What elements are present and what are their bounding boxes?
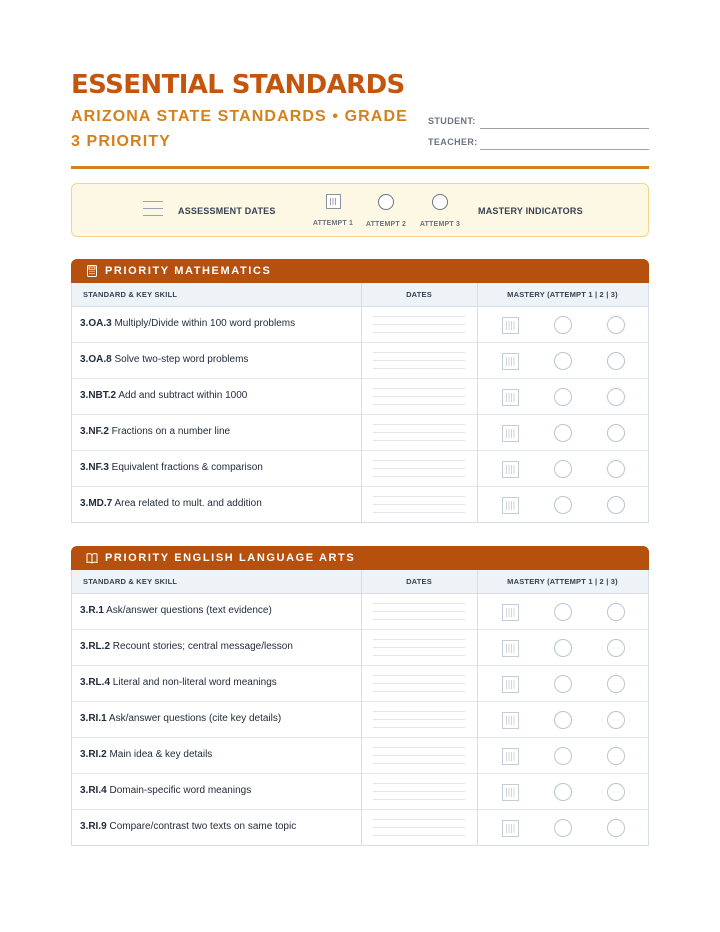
column-divider bbox=[477, 283, 478, 522]
skill-description: Main idea & key details bbox=[106, 749, 213, 760]
attempt-3-circle[interactable] bbox=[607, 352, 625, 375]
skill-text bbox=[80, 713, 281, 724]
student-line[interactable] bbox=[480, 128, 649, 129]
date-line[interactable] bbox=[373, 691, 465, 692]
col-dates: DATES bbox=[406, 290, 432, 299]
attempt-1-checkbox[interactable] bbox=[502, 676, 519, 698]
legend-attempt-2-label: ATTEMPT 2 bbox=[365, 221, 407, 228]
attempt-3-circle[interactable] bbox=[607, 603, 625, 626]
attempt-3-circle[interactable] bbox=[607, 747, 625, 770]
date-line[interactable] bbox=[373, 675, 465, 676]
column-divider bbox=[477, 570, 478, 845]
circle-icon bbox=[554, 316, 572, 334]
attempt-1-checkbox[interactable] bbox=[502, 604, 519, 626]
circle-icon bbox=[378, 194, 394, 210]
date-line[interactable] bbox=[373, 424, 465, 425]
date-line[interactable] bbox=[373, 360, 465, 361]
skill-description: Compare/contrast two texts on same topic bbox=[106, 821, 297, 832]
table-header bbox=[72, 283, 648, 307]
circle-icon bbox=[554, 639, 572, 657]
skill-description: Equivalent fractions & comparison bbox=[108, 462, 263, 473]
attempt-3-circle[interactable] bbox=[607, 460, 625, 483]
attempt-1-checkbox[interactable] bbox=[502, 425, 519, 447]
date-line[interactable] bbox=[373, 468, 465, 469]
attempt-1-checkbox[interactable] bbox=[502, 712, 519, 734]
circle-icon bbox=[607, 316, 625, 334]
circle-icon bbox=[554, 675, 572, 693]
circle-icon bbox=[432, 194, 448, 210]
circle-icon bbox=[607, 603, 625, 621]
attempt-2-circle[interactable] bbox=[554, 352, 572, 375]
table-row bbox=[72, 307, 648, 343]
date-line[interactable] bbox=[373, 332, 465, 333]
barcode-box-icon bbox=[502, 604, 519, 621]
legend-attempt-3 bbox=[410, 194, 470, 228]
legend-attempt-1-label: ATTEMPT 1 bbox=[312, 220, 354, 227]
legend-box bbox=[71, 183, 649, 237]
table-row bbox=[72, 594, 648, 630]
circle-icon bbox=[607, 460, 625, 478]
table-header bbox=[72, 570, 648, 594]
date-line[interactable] bbox=[373, 791, 465, 792]
table-row bbox=[72, 630, 648, 666]
standard-code: 3.RI.2 bbox=[80, 749, 107, 760]
section-header bbox=[71, 546, 649, 570]
barcode-box-icon bbox=[502, 353, 519, 370]
date-line[interactable] bbox=[373, 512, 465, 513]
col-mastery: MASTERY (ATTEMPT 1 | 2 | 3) bbox=[507, 577, 618, 586]
attempt-1-checkbox[interactable] bbox=[502, 640, 519, 662]
barcode-box-icon bbox=[502, 317, 519, 334]
attempt-1-checkbox[interactable] bbox=[502, 353, 519, 375]
standard-code: 3.NF.3 bbox=[80, 462, 109, 473]
date-line[interactable] bbox=[373, 711, 465, 712]
section-title: PRIORITY ENGLISH LANGUAGE ARTS bbox=[105, 552, 356, 564]
date-line[interactable] bbox=[373, 755, 465, 756]
teacher-label: TEACHER: bbox=[428, 137, 478, 147]
attempt-1-checkbox[interactable] bbox=[502, 461, 519, 483]
col-standard: STANDARD & KEY SKILL bbox=[83, 577, 178, 586]
standard-code: 3.RI.4 bbox=[80, 785, 107, 796]
attempt-3-circle[interactable] bbox=[607, 783, 625, 806]
attempt-2-circle[interactable] bbox=[554, 711, 572, 734]
date-line[interactable] bbox=[373, 719, 465, 720]
standard-code: 3.RL.2 bbox=[80, 641, 111, 652]
skill-description: Ask/answer questions (cite key details) bbox=[106, 713, 282, 724]
skill-description: Ask/answer questions (text evidence) bbox=[103, 605, 272, 616]
date-line[interactable] bbox=[373, 819, 465, 820]
date-line[interactable] bbox=[373, 368, 465, 369]
legend-attempt-1 bbox=[303, 194, 363, 227]
standard-code: 3.MD.7 bbox=[80, 498, 113, 509]
student-label: STUDENT: bbox=[428, 116, 476, 126]
barcode-box-icon bbox=[502, 389, 519, 406]
standard-code: 3.RL.4 bbox=[80, 677, 111, 688]
attempt-2-circle[interactable] bbox=[554, 747, 572, 770]
barcode-box-icon bbox=[326, 194, 341, 209]
circle-icon bbox=[607, 819, 625, 837]
table-row bbox=[72, 702, 648, 738]
circle-icon bbox=[554, 352, 572, 370]
skill-description: Literal and non-literal word meanings bbox=[110, 677, 277, 688]
legend-mastery-label: MASTERY INDICATORS bbox=[478, 206, 583, 216]
skill-text bbox=[80, 605, 272, 616]
circle-icon bbox=[607, 711, 625, 729]
date-line[interactable] bbox=[373, 799, 465, 800]
circle-icon bbox=[554, 460, 572, 478]
circle-icon bbox=[607, 675, 625, 693]
circle-icon bbox=[554, 496, 572, 514]
date-line[interactable] bbox=[373, 476, 465, 477]
header-divider bbox=[71, 166, 649, 169]
standards-table bbox=[71, 570, 649, 846]
skill-text bbox=[80, 641, 293, 652]
section-mathematics bbox=[71, 259, 649, 523]
date-line[interactable] bbox=[373, 783, 465, 784]
attempt-2-circle[interactable] bbox=[554, 496, 572, 519]
date-line[interactable] bbox=[373, 747, 465, 748]
attempt-1-checkbox[interactable] bbox=[502, 317, 519, 339]
circle-icon bbox=[554, 819, 572, 837]
attempt-3-circle[interactable] bbox=[607, 316, 625, 339]
date-line[interactable] bbox=[373, 316, 465, 317]
circle-icon bbox=[554, 424, 572, 442]
circle-icon bbox=[554, 783, 572, 801]
barcode-box-icon bbox=[502, 712, 519, 729]
barcode-box-icon bbox=[502, 497, 519, 514]
skill-text bbox=[80, 821, 296, 832]
table-row bbox=[72, 810, 648, 845]
skill-description: Recount stories; central message/lesson bbox=[110, 641, 293, 652]
barcode-box-icon bbox=[502, 784, 519, 801]
date-line[interactable] bbox=[373, 324, 465, 325]
attempt-1-checkbox[interactable] bbox=[502, 497, 519, 519]
skill-text bbox=[80, 354, 248, 365]
barcode-box-icon bbox=[502, 748, 519, 765]
barcode-box-icon bbox=[502, 461, 519, 478]
barcode-box-icon bbox=[502, 640, 519, 657]
skill-description: Fractions on a number line bbox=[108, 426, 231, 437]
attempt-3-circle[interactable] bbox=[607, 388, 625, 411]
date-line[interactable] bbox=[373, 835, 465, 836]
date-line[interactable] bbox=[373, 440, 465, 441]
skill-description: Domain-specific word meanings bbox=[106, 785, 252, 796]
standard-code: 3.OA.3 bbox=[80, 318, 112, 329]
circle-icon bbox=[607, 388, 625, 406]
skill-text bbox=[80, 390, 247, 401]
barcode-box-icon bbox=[502, 820, 519, 837]
attempt-2-circle[interactable] bbox=[554, 424, 572, 447]
attempt-2-circle[interactable] bbox=[554, 819, 572, 842]
date-line[interactable] bbox=[373, 496, 465, 497]
legend-dates-label: ASSESSMENT DATES bbox=[178, 206, 276, 216]
section-ela bbox=[71, 546, 649, 846]
attempt-2-circle[interactable] bbox=[554, 639, 572, 662]
book-icon bbox=[86, 552, 98, 564]
circle-icon bbox=[607, 639, 625, 657]
student-field[interactable] bbox=[428, 116, 649, 130]
standard-code: 3.OA.8 bbox=[80, 354, 112, 365]
page-title: ESSENTIAL STANDARDS bbox=[71, 70, 405, 100]
table-row bbox=[72, 343, 648, 379]
skill-text bbox=[80, 785, 251, 796]
date-line[interactable] bbox=[373, 432, 465, 433]
skill-description: Solve two-step word problems bbox=[111, 354, 249, 365]
col-dates: DATES bbox=[406, 577, 432, 586]
date-line[interactable] bbox=[373, 611, 465, 612]
circle-icon bbox=[607, 352, 625, 370]
date-line[interactable] bbox=[373, 396, 465, 397]
circle-icon bbox=[607, 496, 625, 514]
attempt-2-circle[interactable] bbox=[554, 388, 572, 411]
date-line[interactable] bbox=[373, 655, 465, 656]
date-line[interactable] bbox=[373, 727, 465, 728]
date-line[interactable] bbox=[373, 763, 465, 764]
attempt-3-circle[interactable] bbox=[607, 711, 625, 734]
attempt-3-circle[interactable] bbox=[607, 819, 625, 842]
date-line[interactable] bbox=[373, 647, 465, 648]
circle-icon bbox=[607, 424, 625, 442]
page-subtitle: ARIZONA STATE STANDARDS • GRADE 3 PRIORITY bbox=[71, 108, 408, 150]
attempt-1-checkbox[interactable] bbox=[502, 784, 519, 806]
skill-text bbox=[80, 462, 263, 473]
standard-code: 3.NF.2 bbox=[80, 426, 109, 437]
skill-text bbox=[80, 426, 230, 437]
teacher-field[interactable] bbox=[428, 137, 649, 151]
skill-text bbox=[80, 677, 277, 688]
skill-text bbox=[80, 749, 212, 760]
circle-icon bbox=[554, 388, 572, 406]
date-line[interactable] bbox=[373, 460, 465, 461]
attempt-1-checkbox[interactable] bbox=[502, 389, 519, 411]
date-line[interactable] bbox=[373, 619, 465, 620]
standard-code: 3.RI.9 bbox=[80, 821, 107, 832]
date-line[interactable] bbox=[373, 388, 465, 389]
circle-icon bbox=[554, 603, 572, 621]
skill-text bbox=[80, 498, 262, 509]
circle-icon bbox=[607, 783, 625, 801]
attempt-2-circle[interactable] bbox=[554, 316, 572, 339]
standard-code: 3.R.1 bbox=[80, 605, 104, 616]
legend-attempt-3-label: ATTEMPT 3 bbox=[419, 221, 461, 228]
attempt-2-circle[interactable] bbox=[554, 603, 572, 626]
date-line[interactable] bbox=[373, 683, 465, 684]
table-row bbox=[72, 666, 648, 702]
circle-icon bbox=[554, 711, 572, 729]
calculator-icon bbox=[86, 265, 98, 277]
attempt-2-circle[interactable] bbox=[554, 460, 572, 483]
attempt-2-circle[interactable] bbox=[554, 783, 572, 806]
date-line[interactable] bbox=[373, 352, 465, 353]
date-lines-icon bbox=[143, 201, 163, 219]
legend-attempt-2 bbox=[356, 194, 416, 228]
section-header bbox=[71, 259, 649, 283]
table-row bbox=[72, 774, 648, 810]
attempt-2-circle[interactable] bbox=[554, 675, 572, 698]
skill-text bbox=[80, 318, 295, 329]
section-title: PRIORITY MATHEMATICS bbox=[105, 265, 272, 277]
standards-table bbox=[71, 283, 649, 523]
date-line[interactable] bbox=[373, 404, 465, 405]
col-mastery: MASTERY (ATTEMPT 1 | 2 | 3) bbox=[507, 290, 618, 299]
standard-code: 3.RI.1 bbox=[80, 713, 107, 724]
date-line[interactable] bbox=[373, 639, 465, 640]
col-standard: STANDARD & KEY SKILL bbox=[83, 290, 178, 299]
column-divider bbox=[361, 283, 362, 522]
date-line[interactable] bbox=[373, 827, 465, 828]
barcode-box-icon bbox=[502, 676, 519, 693]
table-row bbox=[72, 487, 648, 522]
table-row bbox=[72, 451, 648, 487]
skill-description: Add and subtract within 1000 bbox=[116, 390, 248, 401]
attempt-3-circle[interactable] bbox=[607, 496, 625, 519]
table-row bbox=[72, 415, 648, 451]
table-row bbox=[72, 379, 648, 415]
attempt-3-circle[interactable] bbox=[607, 675, 625, 698]
skill-description: Area related to mult. and addition bbox=[112, 498, 262, 509]
circle-icon bbox=[554, 747, 572, 765]
attempt-3-circle[interactable] bbox=[607, 639, 625, 662]
attempt-1-checkbox[interactable] bbox=[502, 820, 519, 842]
table-row bbox=[72, 738, 648, 774]
date-line[interactable] bbox=[373, 504, 465, 505]
skill-description: Multiply/Divide within 100 word problems bbox=[111, 318, 296, 329]
date-line[interactable] bbox=[373, 603, 465, 604]
attempt-3-circle[interactable] bbox=[607, 424, 625, 447]
circle-icon bbox=[607, 747, 625, 765]
barcode-box-icon bbox=[502, 425, 519, 442]
attempt-1-checkbox[interactable] bbox=[502, 748, 519, 770]
column-divider bbox=[361, 570, 362, 845]
standard-code: 3.NBT.2 bbox=[80, 390, 117, 401]
teacher-line[interactable] bbox=[480, 149, 649, 150]
